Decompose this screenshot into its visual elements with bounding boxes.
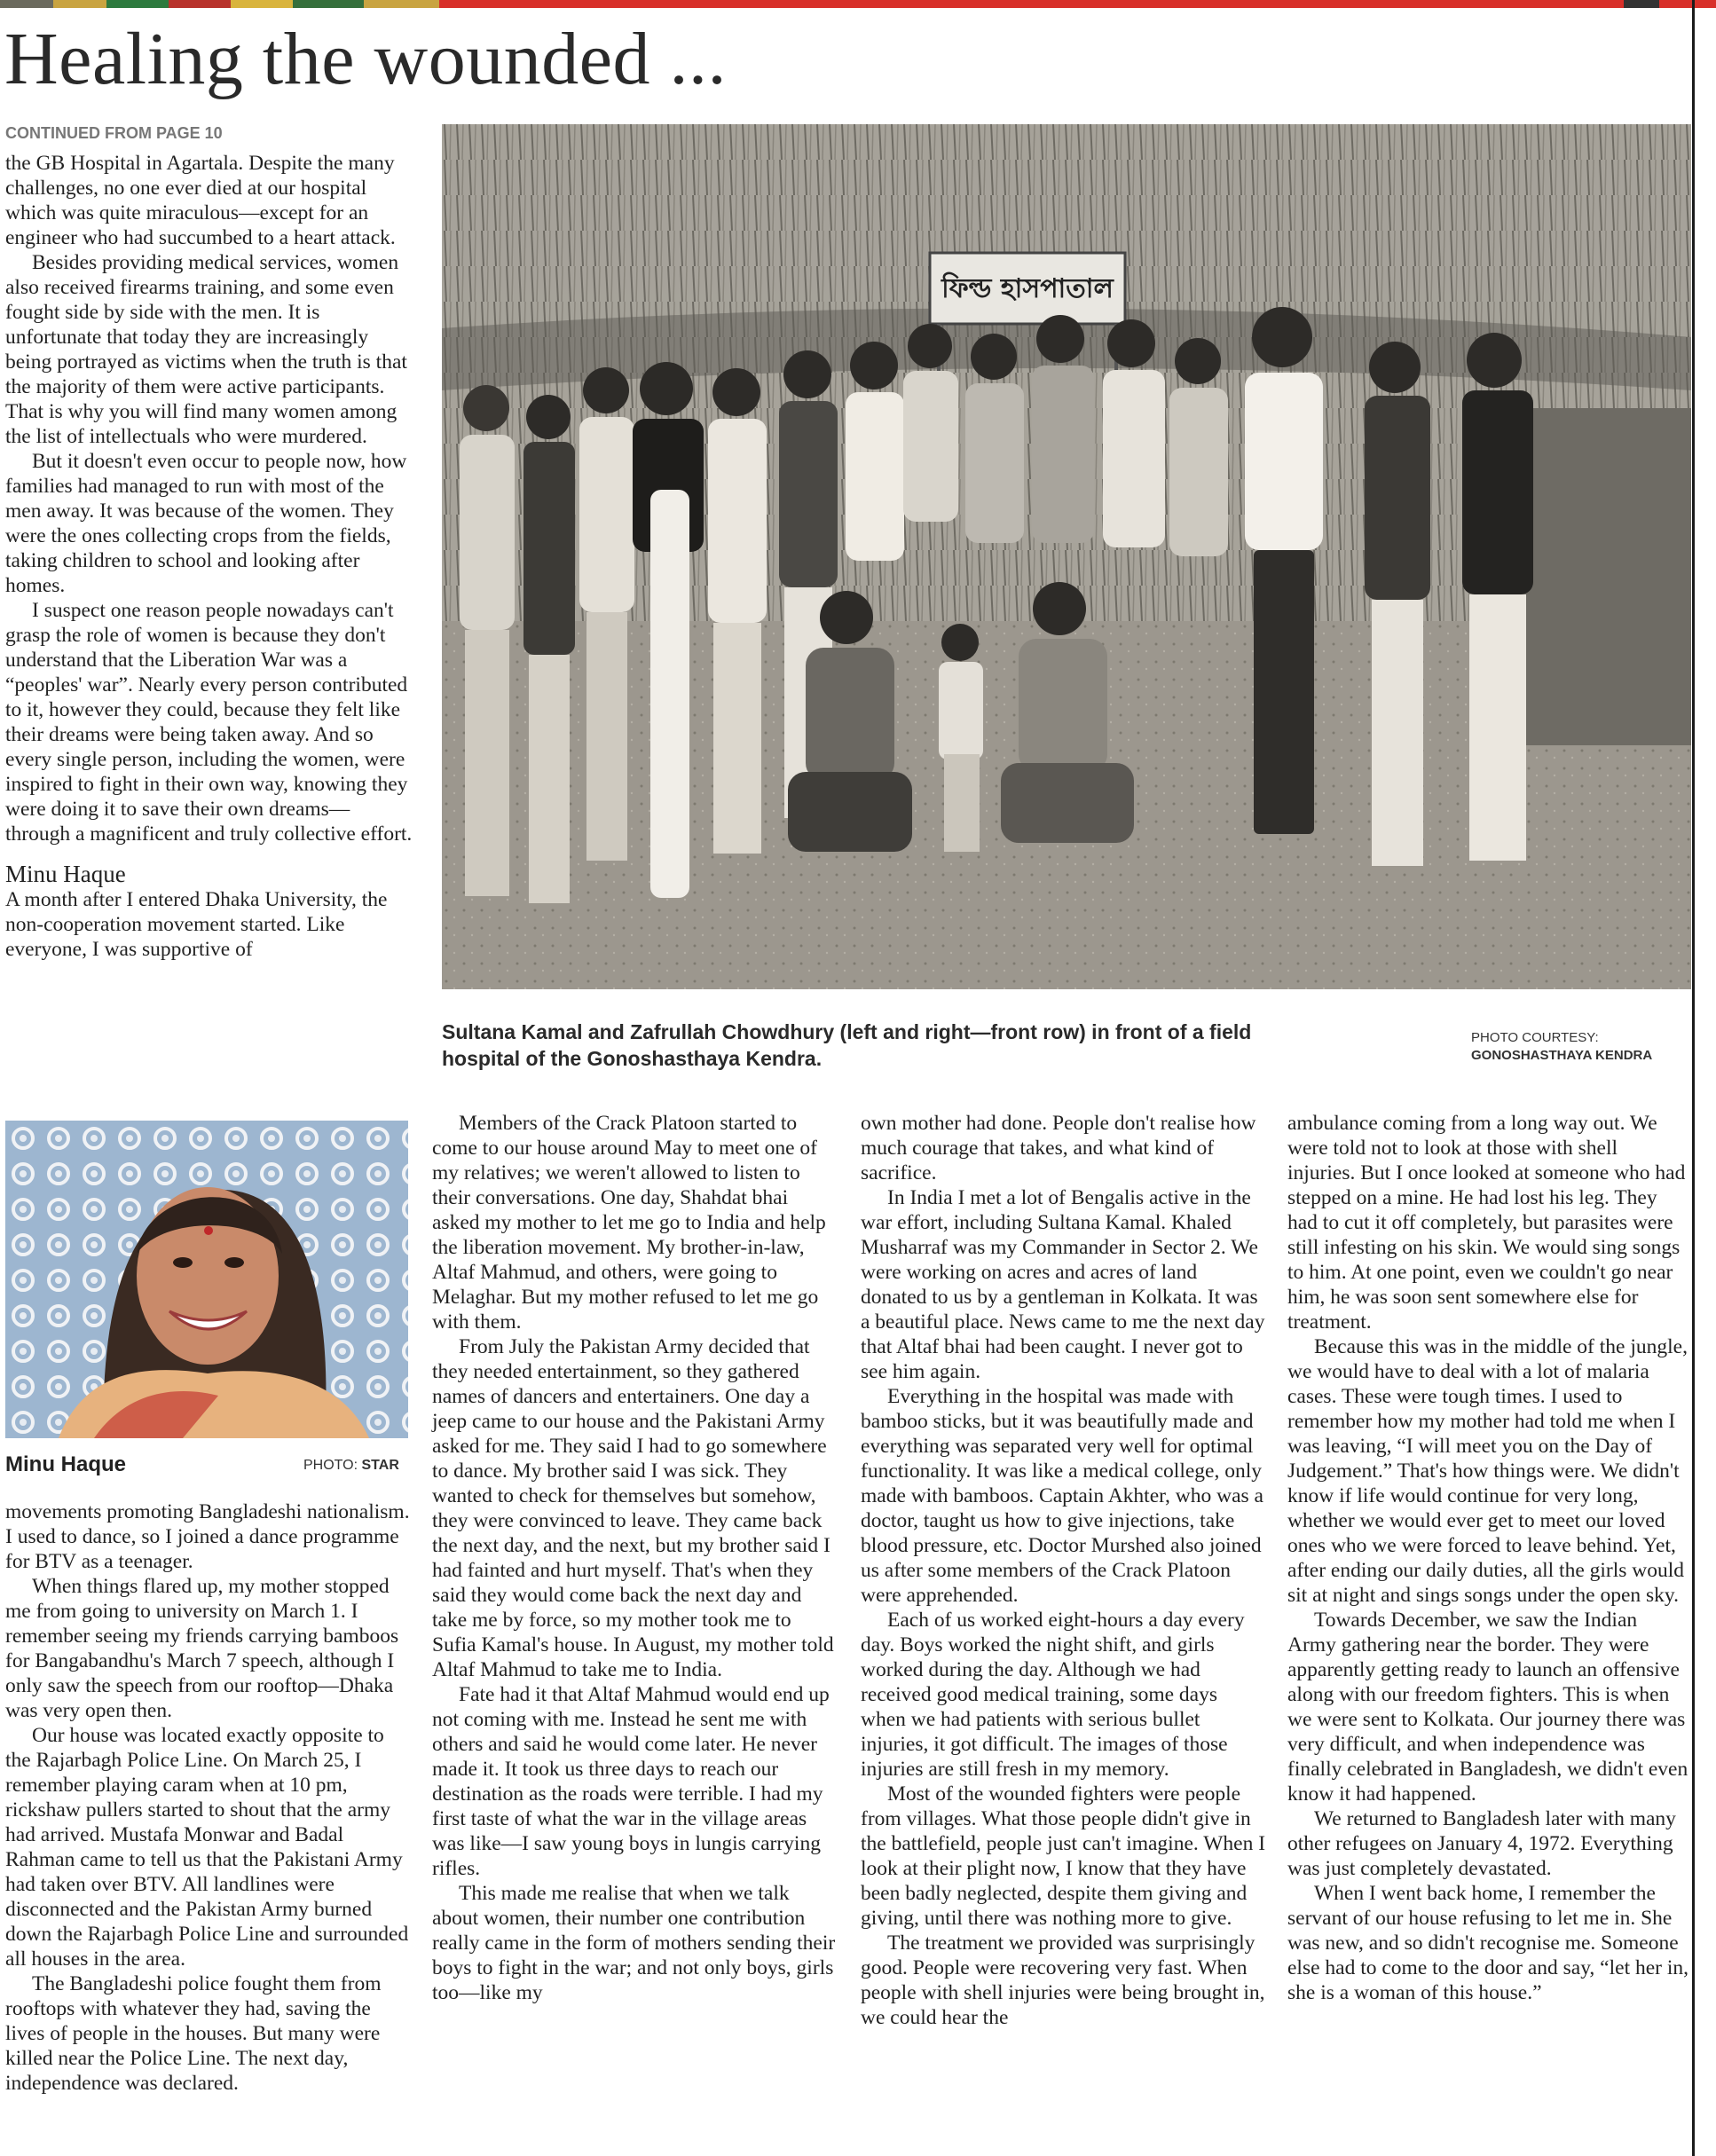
paragraph: The Bangladeshi police fought them from rooftops with whatever they had, saving the lives of people in the houses. But many were killed near the Police Line. The next day, independence was declared. — [5, 1972, 382, 2095]
photo-credit-name: GONOSHASTHAYA KENDRA — [1471, 1048, 1653, 1063]
paragraph: Our house was located exactly opposite to the Rajarbagh Police Line. On March 25, I remember playing caram when at 10 pm, rickshaw pullers started to shout that the army had arrived. Mustafa Monwar and Badal Rahman came to tell us that the Pakistani Army had taken over BTV. All landlines were disconnected and the Pakistan Army burned down the Rajarbagh Police Line and surrounded all houses in the area. — [5, 1724, 409, 1971]
main-photo — [442, 124, 1691, 989]
portrait-illustration — [5, 1121, 408, 1438]
paragraph: Each of us worked eight-hours a day every day. Boys worked the night shift, and girls worked during the day. Although we had received good medical training, some days when we had patients with serious bullet injuries, it got difficult. The images of those injuries are still fresh in my memory. — [861, 1609, 1245, 1781]
column-4 — [1287, 1111, 1688, 2005]
page-right-rule — [1692, 0, 1695, 2156]
portrait-credit-name: STAR — [361, 1458, 399, 1473]
photo-caption: Sultana Kamal and Zafrullah Chowdhury (left and right—front row) in front of a field hospital of the Gonoshasthaya Kendra. — [442, 1020, 1252, 1070]
paragraph: But it doesn't even occur to people now, how families had managed to run with most of the men away. It was because of the women. They were the ones collecting crops from the fields, taking children to school and looking after homes. — [5, 450, 407, 597]
paragraph: We returned to Bangladesh later with many other refugees on January 4, 1972. Everything was just completely devastated. — [1287, 1807, 1676, 1880]
continued-from-label: CONTINUED FROM PAGE 10 — [5, 124, 223, 142]
hospital-sign-text: ফিল্ড হাসপাতাল — [941, 273, 1114, 304]
column-1-bottom — [5, 1499, 413, 2096]
paragraph: ambulance coming from a long way out. We were told not to look at those with shell injuries. But I once looked at someone who had stepped on a mine. He had lost his leg. They had to cut it off completely, but parasites were still infesting on his skin. We would sing songs to him. At one point, even we couldn't go near him, he was soon sent somewhere else for treatment. — [1287, 1112, 1686, 1334]
photo-credit — [1471, 1029, 1652, 1065]
paragraph: Members of the Crack Platoon started to come to our house around May to meet one of my relatives; we weren't allowed to listen to their conversations. One day, Shahdat bhai asked my mother to let me go to India and help the liberation movement. My brother-in-law, Altaf Mahmud, and others, were going to Melaghar. But my mother refused to let me go with them. — [432, 1112, 826, 1334]
paragraph: own mother had done. People don't realise how much courage that takes, and what kind of sacrifice. — [861, 1112, 1256, 1184]
paragraph: movements promoting Bangladeshi nationalism. I used to dance, so I joined a dance programme for BTV as a teenager. — [5, 1500, 410, 1573]
paragraph: the GB Hospital in Agartala. Despite the many challenges, no one ever died at our hospital which was quite miraculous—except for an engineer who had succumbed to a heart attack. — [5, 152, 396, 249]
paragraph: Because this was in the middle of the jungle, we would have to deal with a lot of malaria cases. These were tough times. I used to remember how my mother had told me when I was leaving, “I will meet you on the Day of Judgement.” That's how things were. We didn't know if life would continue for very long, whether we would ever get to meet our loved ones who we were forced to leave behind. Yet, after ending our daily duties, all the girls would sit at night and sings songs under the open sky. — [1287, 1335, 1688, 1607]
portrait-credit-label: PHOTO: — [303, 1458, 358, 1473]
paragraph: When things flared up, my mother stopped me from going to university on March 1. I remember seeing my friends carrying bamboos for Bangabandhu's March 7 speech, although I only saw the speech from our rooftop—Dhaka was very open then. — [5, 1575, 399, 1722]
column-2 — [432, 1111, 838, 2005]
paragraph: Fate had it that Altaf Mahmud would end up not coming with me. Instead he sent me with others and said he would come later. He never made it. It took us three days to reach our destination as the roads were terrible. I had my first taste of what the war in the village areas was like—I saw young boys in lungis carrying rifles. — [432, 1683, 830, 1880]
paragraph: Besides providing medical services, women also received firearms training, and some even fought side by side with the men. It is unfortunate that today they are increasingly being portrayed as victims when the truth is that the majority of them were active participants. That is why you will find many women among the list of intellectuals who were murdered. — [5, 251, 407, 448]
portrait-photo — [5, 1121, 408, 1438]
paragraph: Most of the wounded fighters were people from villages. What those people didn't give in the battlefield, people just can't imagine. When I look at their plight now, I know that they have been badly neglected, despite them giving and giving, until there was nothing more to give. — [861, 1782, 1266, 1930]
paragraph: Everything in the hospital was made with bamboo sticks, but it was beautifully made and everything was separated very well for optimal functionality. It was like a medical college, only made with bamboos. Captain Akhter, who was a doctor, taught us how to give injections, take blood pressure, etc. Doctor Murshed also joined us after some members of the Crack Platoon were apprehended. — [861, 1385, 1263, 1607]
paragraph: This made me realise that when we talk about women, their number one contribution really came in the form of mothers sending their boys to fight in the war; and not only boys, girls too—like my — [432, 1882, 836, 2004]
paragraph: From July the Pakistan Army decided that they needed entertainment, so they gathered names of dancers and entertainers. One day a jeep came to our house and the Pakistani Army asked for me. They said I had to go somewhere to dance. My brother said I was sick. They wanted to check for themselves but somehow, they were convinced to leave. They came back the next day, and the next, but my brother said I had fainted and hurt myself. That's when they said they would come back the next day and take me by force, so my mother took me to Sufia Kamal's house. In August, my mother told Altaf Mahmud to take me to India. — [432, 1335, 834, 1681]
paragraph: When I went back home, I remember the servant of our house refusing to let me in. She was new, and so didn't recognise me. Someone else had to come to the door and say, “let her in, she is a woman of this house.” — [1287, 1882, 1689, 2004]
column-1-top — [5, 151, 413, 962]
paragraph: Towards December, we saw the Indian Army gathering near the border. They were apparently getting ready to launch an offensive along with our freedom fighters. This is when we were sent to Kolkata. Our journey there was very difficult, and when independence was finally celebrated in Bangladesh, we didn't even know it had happened. — [1287, 1609, 1688, 1806]
paragraph: In India I met a lot of Bengalis active in the war effort, including Sultana Kamal. Khaled Musharraf was my Commander in Sector 2. We were working on acres and acres of land donated to us by a gentleman in Kolkata. It was a beautiful place. News came to me the next day that Altaf bhai had been caught. I never got to see him again. — [861, 1186, 1265, 1383]
section-subhead: Minu Haque — [5, 861, 126, 887]
top-pattern-strip — [0, 0, 439, 8]
portrait-name: Minu Haque — [5, 1452, 126, 1476]
portrait-credit — [303, 1458, 399, 1474]
top-dark-block — [1624, 0, 1659, 8]
column-3 — [861, 1111, 1267, 2030]
photo-credit-label: PHOTO COURTESY: — [1471, 1030, 1599, 1045]
paragraph: I suspect one reason people nowadays can't grasp the role of women is because they don't understand that the Liberation War was a “peoples' war”. Nearly every person contributed to it, however they could, because they felt like their dreams were being taken away. And so every single person, including the women, were inspired to fight in their own way, knowing they were doing it to save their own dreams—through a magnificent and truly collective effort. — [5, 599, 413, 846]
paragraph: The treatment we provided was surprisingly good. People were recovering very fast. When people with shell injuries were being brought in, we could hear the — [861, 1932, 1265, 2029]
paragraph: A month after I entered Dhaka University, the non-cooperation movement started. Like everyone, I was supportive of — [5, 888, 388, 961]
headline: Healing the wounded ... — [4, 18, 727, 100]
group-photo-illustration — [442, 124, 1691, 989]
